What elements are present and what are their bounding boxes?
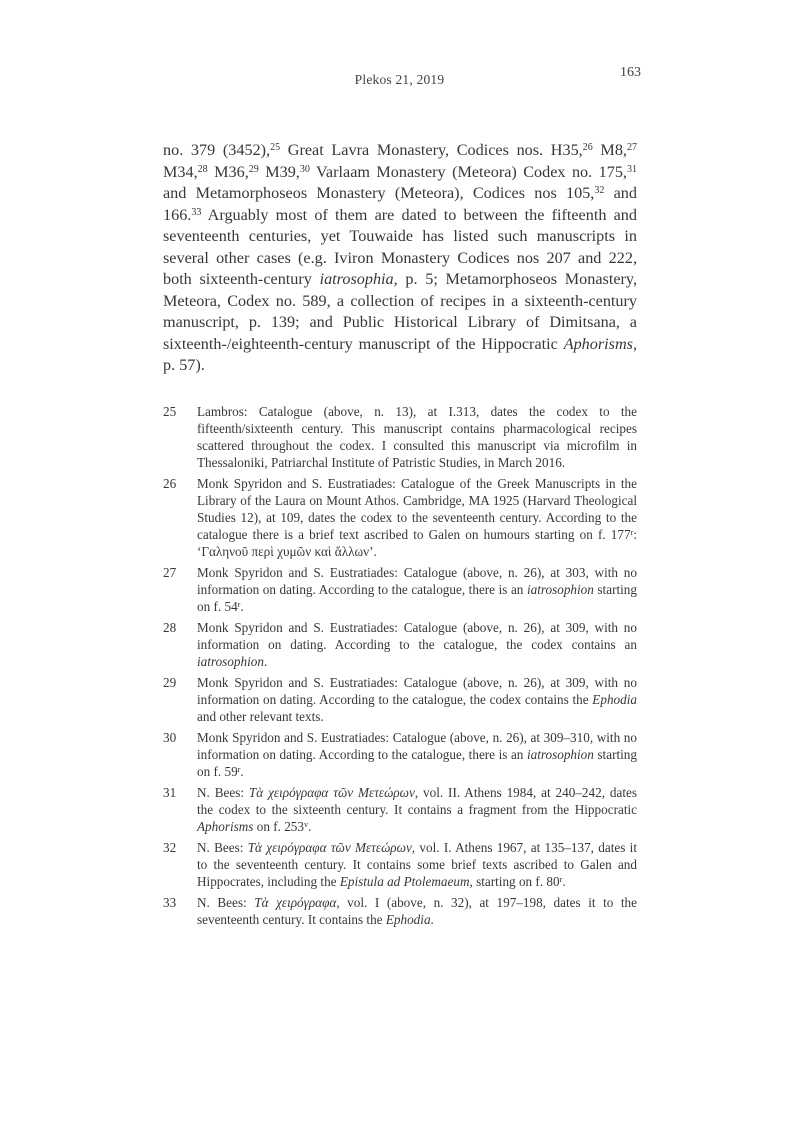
footnote-number: 29: [163, 675, 177, 690]
footnote-item: [163, 674, 637, 725]
footnote-item: [163, 564, 637, 615]
footnotes-section: [163, 403, 637, 932]
footnote-text: Monk Spyridon and S. Eustratiades: Catalogue (above, n. 26), at 309–310, with no information on dating. According to the catalogue, there is an iatrosophion starting on f. 59$^r$.: [197, 730, 637, 779]
footnote-text: N. Bees: Τὰ χειρόγραφα, vol. I (above, n. 32), at 197–198, dates it to the seventeenth century. It contains the Ephodia.: [197, 895, 638, 927]
footnote-item: [163, 894, 637, 928]
footnote-number: 30: [163, 730, 177, 745]
footnote-text: Monk Spyridon and S. Eustratiades: Catalogue (above, n. 26), at 303, with no information on dating. According to the catalogue, there is an iatrosophion starting on f. 54$^r$.: [197, 565, 637, 614]
footnote-number: 31: [163, 785, 177, 800]
footnote-text: Monk Spyridon and S. Eustratiades: Catalogue (above, n. 26), at 309, with no information on dating. According to the catalogue, the codex contains the Ephodia and other relevant texts.: [197, 675, 637, 724]
footnote-number: 26: [163, 476, 177, 491]
footnote-text: Lambros: Catalogue (above, n. 13), at I.313, dates the codex to the fifteenth/sixteenth century. This manuscript contains pharmacological recipes scattered throughout the codex. I consulted this manuscript via microfilm in Thessaloniki, Patriarchal Institute of Patristic Studies, in March 2016.: [197, 404, 637, 470]
footnote-text: Monk Spyridon and S. Eustratiades: Catalogue (above, n. 26), at 309, with no information on dating. According to the catalogue, the codex contains an iatrosophion.: [197, 620, 637, 669]
footnote-item: [163, 403, 637, 471]
running-head-journal: Plekos 21, 2019: [354, 72, 445, 87]
footnote-item: [163, 729, 637, 780]
footnote-text: N. Bees: Τὰ χειρόγραφα τῶν Μετεώρων, vol. II. Athens 1984, at 240–242, dates the codex to the sixteenth century. It contains a fragment from the Hippocratic Aphorisms on f. 253$^v$.: [197, 785, 637, 834]
footnote-number: 33: [163, 895, 177, 910]
footnote-text: N. Bees: Τὰ χειρόγραφα τῶν Μετεώρων, vol. I. Athens 1967, at 135–137, dates it to the seventeenth century. It contains some brief texts ascribed to Galen and Hippocrates, including the Epistula ad Ptolemaeum, starting on f. 80$^r$.: [197, 840, 637, 889]
footnote-number: 25: [163, 404, 177, 419]
footnote-number: 27: [163, 565, 177, 580]
page-number: 163: [620, 65, 641, 80]
footnote-item: [163, 619, 637, 670]
footnote-number: 28: [163, 620, 177, 635]
body-paragraph: no. 379 (3452),$^{25}$ Great Lavra Monastery, Codices nos. H35,26 M8,27 M34,28 M36,29 M39,30 Varlaam Monastery (Meteora) Codex no. 175,31 and Metamorphoseos Monastery (Meteora), Codices nos 105,32 and 166.33 Arguably most of them are dated to between the fifteenth and seventeenth centuries, yet Touwaide has listed such manuscripts in several other cases (e.g. Iviron Monastery Codices nos 207 and 222, both sixteenth-century iatrosophia, p. 5; Metamorphoseos Monastery, Meteora, Codex no. 589, a collection of recipes in a sixteenth-century manuscript, p. 139; and Public Historical Library of Dimitsana, a sixteenth-/eighteenth-century manuscript of the Hippocratic Aphorisms, p. 57).: [163, 141, 637, 374]
footnote-number: 32: [163, 840, 177, 855]
footnote-text: Monk Spyridon and S. Eustratiades: Catalogue of the Greek Manuscripts in the Library of the Laura on Mount Athos. Cambridge, MA 1925 (Harvard Theological Studies 12), at 109, dates the codex to the seventeenth century. According to the catalogue there is a brief text ascribed to Galen on humours starting on f. 177$^r$: ‘Γαληνοῦ περὶ χυμῶν καὶ ἄλλων’.: [197, 476, 637, 559]
footnote-item: [163, 839, 637, 890]
footnote-item: [163, 475, 637, 560]
footnote-item: [163, 784, 637, 835]
